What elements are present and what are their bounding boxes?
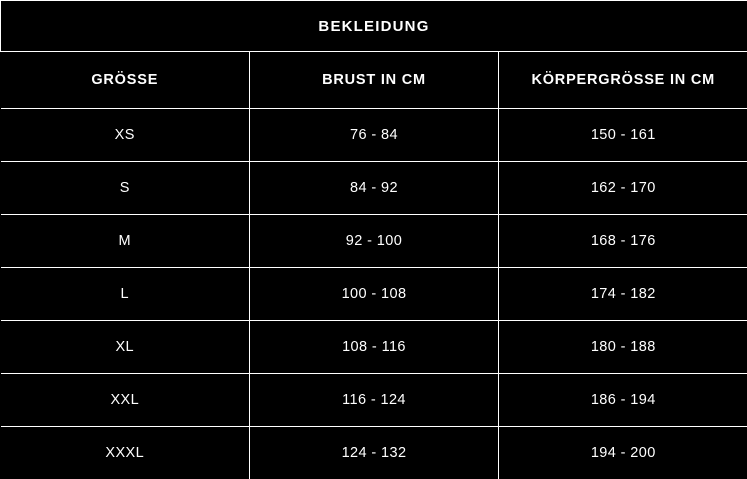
column-header-size: GRÖSSE	[1, 52, 250, 109]
cell-chest: 124 - 132	[250, 427, 499, 479]
cell-size: XXXL	[1, 427, 250, 479]
table-row	[1, 109, 747, 162]
cell-chest: 108 - 116	[250, 321, 499, 374]
cell-size: L	[1, 268, 250, 321]
chart-title: BEKLEIDUNG	[1, 1, 747, 52]
cell-body-height: 180 - 188	[499, 321, 747, 374]
table-row	[1, 374, 747, 427]
table-title-row	[1, 1, 747, 52]
cell-size: XS	[1, 109, 250, 162]
cell-body-height: 174 - 182	[499, 268, 747, 321]
table-row	[1, 162, 747, 215]
cell-size: XXL	[1, 374, 250, 427]
cell-chest: 100 - 108	[250, 268, 499, 321]
cell-size: XL	[1, 321, 250, 374]
cell-body-height: 168 - 176	[499, 215, 747, 268]
cell-chest: 116 - 124	[250, 374, 499, 427]
table-row	[1, 268, 747, 321]
cell-body-height: 150 - 161	[499, 109, 747, 162]
table-header-row	[1, 52, 747, 109]
cell-chest: 76 - 84	[250, 109, 499, 162]
cell-chest: 92 - 100	[250, 215, 499, 268]
table-row	[1, 427, 747, 479]
cell-body-height: 186 - 194	[499, 374, 747, 427]
cell-body-height: 162 - 170	[499, 162, 747, 215]
cell-body-height: 194 - 200	[499, 427, 747, 479]
table-row	[1, 215, 747, 268]
table-row	[1, 321, 747, 374]
cell-chest: 84 - 92	[250, 162, 499, 215]
cell-size: S	[1, 162, 250, 215]
column-header-chest: BRUST IN CM	[250, 52, 499, 109]
cell-size: M	[1, 215, 250, 268]
column-header-body-height: KÖRPERGRÖSSE IN CM	[499, 52, 747, 109]
